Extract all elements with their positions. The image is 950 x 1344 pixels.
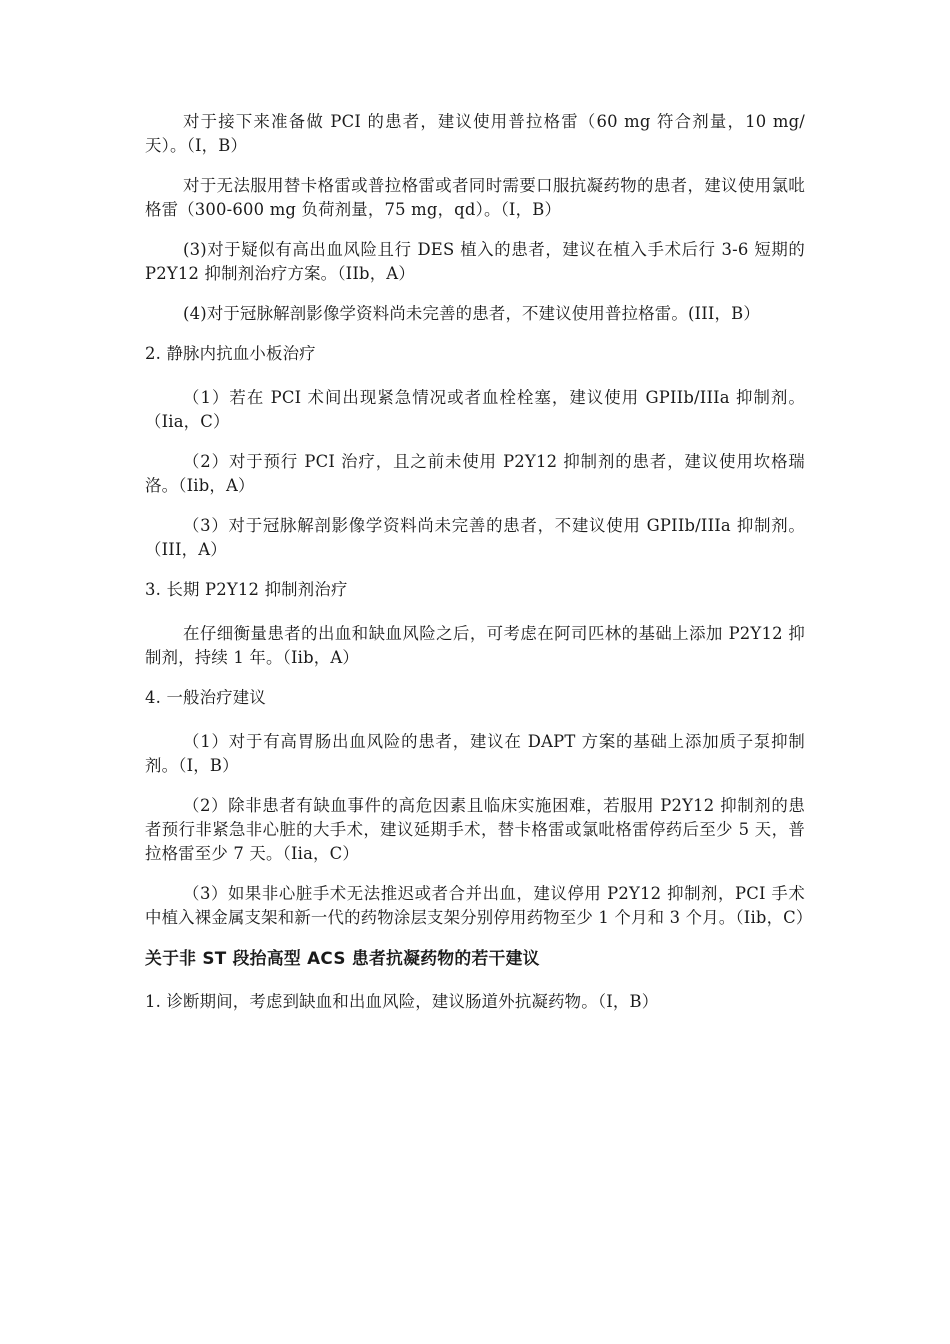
list-item: （1）对于有高胃肠出血风险的患者，建议在 DAPT 方案的基础上添加质子泵抑制剂。（I，B） [145,732,805,775]
anticoag-item-1: 1. 诊断期间，考虑到缺血和出血风险，建议肠道外抗凝药物。（I，B） [145,992,659,1011]
list-item: （3）如果非心脏手术无法推迟或者合并出血，建议停用 P2Y12 抑制剂，PCI 手术中植入裸金属支架和新一代的药物涂层支架分别停用药物至少 1 个月和 3 个月。（Iib，C） [145,884,813,927]
list-item: （2）对于预行 PCI 治疗，且之前未使用 P2Y12 抑制剂的患者，建议使用坎格瑞洛。（Iib，A） [145,452,805,495]
list-item: （2）除非患者有缺血事件的高危因素且临床实施困难，若服用 P2Y12 抑制剂的患者预行非紧急非心脏的大手术，建议延期手术，替卡格雷或氯吡格雷停药后至少 5 天，普拉格雷至少 7 天。（Iia，C） [145,796,805,863]
section-heading-iv-antiplatelet: 2. 静脉内抗血小板治疗 [145,344,316,363]
section-heading-general: 4. 一般治疗建议 [145,688,266,707]
section-heading-long-term-p2y12: 3. 长期 P2Y12 抑制剂治疗 [145,580,348,599]
section-title-anticoagulants: 关于非 ST 段抬高型 ACS 患者抗凝药物的若干建议 [145,948,540,968]
paragraph-des-short-dapt: (3)对于疑似有高出血风险且行 DES 植入的患者，建议在植入手术后行 3-6 短期的 P2Y12 抑制剂治疗方案。（IIb，A） [145,240,805,283]
paragraph-prasugrel: 对于接下来准备做 PCI 的患者，建议使用普拉格雷（60 mg 符合剂量，10 mg/天）。（I，B） [145,112,805,155]
paragraph-no-prasugrel: (4)对于冠脉解剖影像学资料尚未完善的患者，不建议使用普拉格雷。(III，B） [183,304,760,323]
list-item: （3）对于冠脉解剖影像学资料尚未完善的患者，不建议使用 GPIIb/IIIa 抑制剂。（III，A） [145,516,805,559]
paragraph-clopidogrel: 对于无法服用替卡格雷或普拉格雷或者同时需要口服抗凝药物的患者，建议使用氯吡格雷（300-600 mg 负荷剂量，75 mg，qd）。（I，B） [145,176,805,219]
document-page [145,110,813,1034]
paragraph-long-term: 在仔细衡量患者的出血和缺血风险之后，可考虑在阿司匹林的基础上添加 P2Y12 抑制剂，持续 1 年。（Iib，A） [145,624,805,667]
list-item: （1）若在 PCI 术间出现紧急情况或者血栓栓塞，建议使用 GPIIb/IIIa 抑制剂。（Iia，C） [145,388,805,431]
